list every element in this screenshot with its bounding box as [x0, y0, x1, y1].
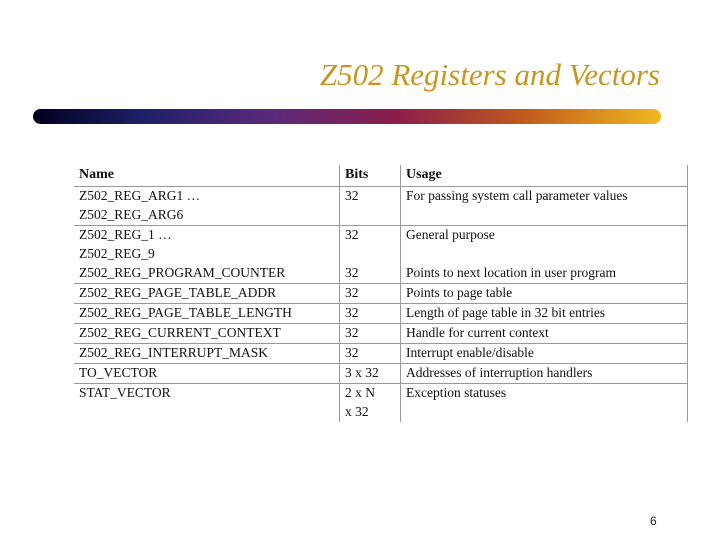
cell-name: Z502_REG_INTERRUPT_MASK — [74, 344, 340, 364]
table-row — [74, 245, 688, 264]
table-row — [74, 284, 688, 304]
cell-name: Z502_REG_ARG1 … — [79, 188, 201, 203]
cell-usage — [401, 245, 688, 264]
cell-usage: For passing system call parameter values — [401, 187, 688, 207]
slide-title: Z502 Registers and Vectors — [319, 57, 660, 92]
cell-bits: x 32 — [340, 403, 401, 422]
cell-usage: Points to page table — [401, 284, 688, 304]
cell-name: TO_VECTOR — [74, 364, 340, 384]
table-row — [74, 304, 688, 324]
cell-name: Z502_REG_ARG6 — [74, 206, 340, 226]
cell-bits — [340, 206, 401, 226]
cell-name: Z502_REG_9 — [79, 246, 155, 261]
cell-bits: 2 x N — [340, 384, 401, 404]
cell-bits: 32 — [340, 324, 401, 344]
cell-name: Z502_REG_PAGE_TABLE_ADDR — [74, 284, 340, 304]
cell-name: Z502_REG_1 … — [79, 227, 172, 242]
cell-usage: Handle for current context — [401, 324, 688, 344]
cell-name: Z502_REG_CURRENT_CONTEXT — [74, 324, 340, 344]
cell-bits: 3 x 32 — [340, 364, 401, 384]
cell-bits — [340, 245, 401, 264]
header-name: Name — [74, 165, 340, 187]
table-row — [74, 403, 688, 422]
cell-name: Z502_REG_PAGE_TABLE_LENGTH — [74, 304, 340, 324]
table-header-row — [74, 165, 688, 187]
table-row — [74, 324, 688, 344]
page-number: 6 — [650, 514, 657, 528]
table-row — [74, 206, 688, 226]
cell-name: STAT_VECTOR — [79, 385, 171, 400]
cell-bits: 32 — [340, 264, 401, 284]
table-row — [74, 344, 688, 364]
title-gradient-bar — [33, 109, 661, 124]
cell-bits: 32 — [340, 304, 401, 324]
header-usage: Usage — [401, 165, 688, 187]
table-row — [74, 384, 688, 404]
cell-name: Z502_REG_PROGRAM_COUNTER — [74, 264, 340, 284]
cell-usage — [401, 206, 688, 226]
cell-usage: Length of page table in 32 bit entries — [401, 304, 688, 324]
cell-bits: 32 — [340, 284, 401, 304]
cell-usage: General purpose — [401, 226, 688, 246]
cell-name — [74, 403, 340, 422]
cell-usage: Exception statuses — [401, 384, 688, 404]
cell-bits: 32 — [340, 344, 401, 364]
registers-table — [74, 165, 688, 422]
cell-usage: Points to next location in user program — [401, 264, 688, 284]
cell-usage: Addresses of interruption handlers — [401, 364, 688, 384]
cell-bits: 32 — [340, 226, 401, 246]
cell-usage — [401, 403, 688, 422]
cell-usage: Interrupt enable/disable — [401, 344, 688, 364]
table-row — [74, 226, 688, 246]
header-bits: Bits — [340, 165, 401, 187]
table-row — [74, 264, 688, 284]
table-row — [74, 187, 688, 207]
table-row — [74, 364, 688, 384]
cell-bits: 32 — [340, 187, 401, 207]
